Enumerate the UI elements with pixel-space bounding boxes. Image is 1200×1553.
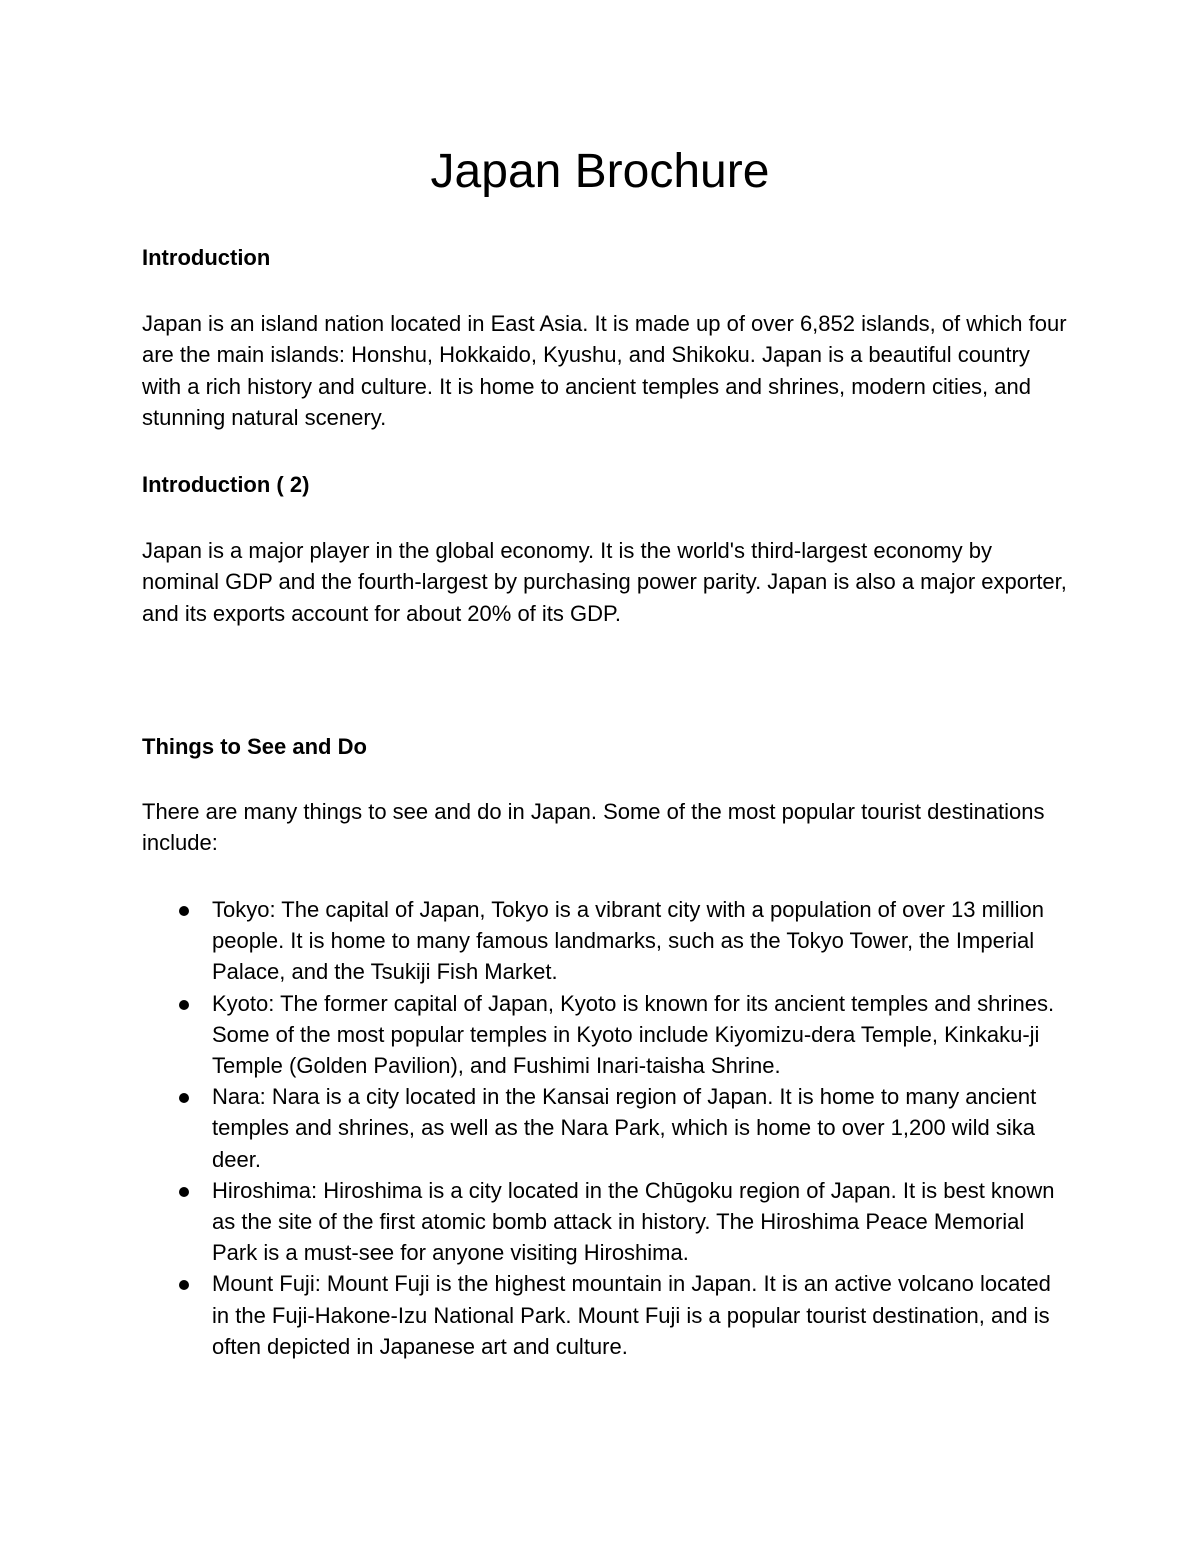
bullet-icon (179, 1280, 189, 1290)
section-paragraph-introduction-2: Japan is a major player in the global economy. It is the world's third-largest economy by nominal GDP and the fourth-largest by purchasing power parity. Japan is also a major exporter, and its exports account for about 20% of its GDP. (142, 538, 1067, 626)
list-item-text: Mount Fuji: Mount Fuji is the highest mountain in Japan. It is an active volcano located in the Fuji-Hakone-Izu National Park. Mount Fuji is a popular tourist destination, and is often depicted in Japanese art and culture. (212, 1271, 1051, 1359)
bullet-icon (179, 1000, 189, 1010)
section-heading-introduction-2: Introduction ( 2) (142, 472, 310, 497)
section-heading-things-to-see: Things to See and Do (142, 734, 367, 759)
page-title: Japan Brochure (430, 145, 770, 198)
list-item-text: Nara: Nara is a city located in the Kansai region of Japan. It is home to many ancient temples and shrines, as well as the Nara Park, which is home to over 1,200 wild sika deer. (212, 1084, 1037, 1172)
bullet-icon (179, 1187, 189, 1197)
list-item-text: Hiroshima: Hiroshima is a city located in the Chūgoku region of Japan. It is best known as the site of the first atomic bomb attack in history. The Hiroshima Peace Memorial Park is a must-see for anyone visiting Hiroshima. (212, 1177, 1055, 1266)
section-heading-introduction: Introduction (142, 245, 271, 270)
list-item-kyoto (142, 988, 1072, 1082)
section-paragraph-introduction: Japan is an island nation located in East Asia. It is made up of over 6,852 islands, of which four are the main islands: Honshu, Hokkaido, Kyushu, and Shikoku. Japan is a beautiful country with a rich history and culture. It is home to ancient temples and shrines, modern cities, and stunning natural scenery. (142, 311, 1067, 430)
list-item-hiroshima (142, 1175, 1072, 1269)
bullet-icon (179, 906, 189, 916)
list-item-mount-fuji (142, 1268, 1072, 1362)
list-item-tokyo (142, 894, 1072, 988)
list-item-nara (142, 1081, 1072, 1175)
list-item-text: Tokyo: The capital of Japan, Tokyo is a vibrant city with a population of over 13 million people. It is home to many famous landmarks, such as the Tokyo Tower, the Imperial Palace, and the Tsukiji Fish Market. (212, 897, 1044, 985)
destinations-list (142, 894, 1072, 1362)
section-paragraph-things-to-see: There are many things to see and do in Japan. Some of the most popular tourist destinations include: (142, 799, 1045, 856)
bullet-icon (179, 1093, 189, 1103)
list-item-text: Kyoto: The former capital of Japan, Kyoto is known for its ancient temples and shrines. Some of the most popular temples in Kyoto include Kiyomizu-dera Temple, Kinkaku-ji Temple (Golden Pavilion), and Fushimi Inari-taisha Shrine. (212, 990, 1055, 1079)
